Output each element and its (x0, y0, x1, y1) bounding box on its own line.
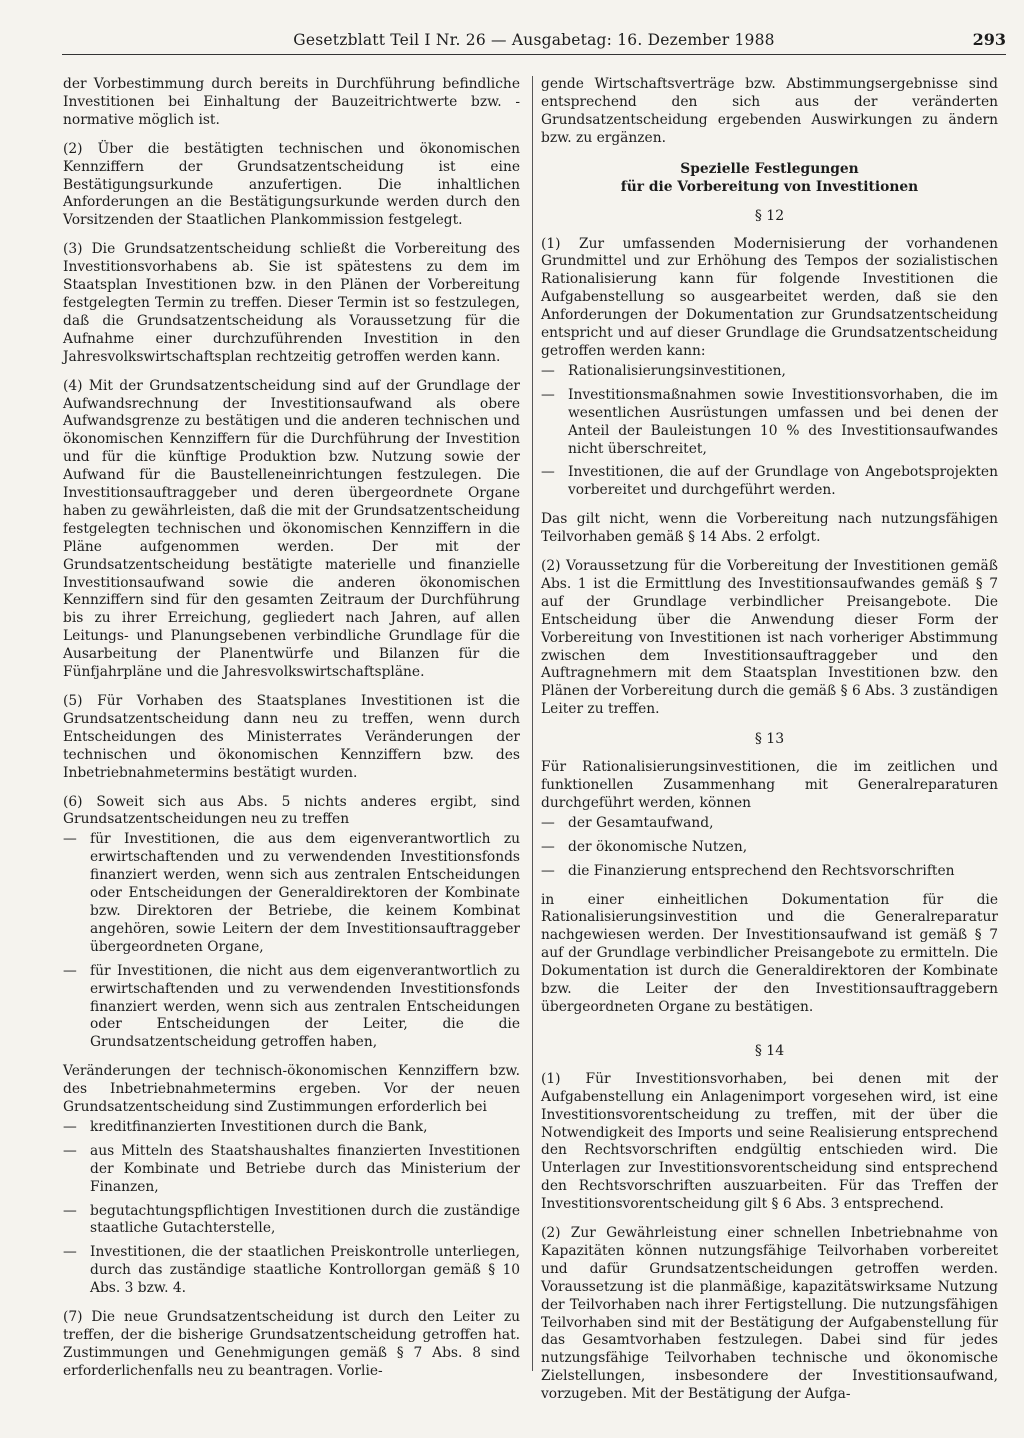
paragraph-6-list (63, 831, 520, 1052)
paragraph-4: (4) Mit der Grundsatzentscheidung sind auf der Grundlage der Aufwandsrechnung der Investitionsaufwand als obere Aufwandsgrenze zu bestätigen und die anderen technischen und ökonomischen Kennziffern für die Durchführung der Investition und für die künftige Produktion bzw. Nutzung sowie der Aufwand für die Baustelleneinrichtungen festzulegen. Die Investitionsauftraggeber und deren übergeordnete Organe haben zu gewährleisten, daß die mit der Grundsatzentscheidung festgelegten technischen und ökonomischen Kennziffern in die Pläne aufgenommen werden. Der mit der Grundsatzentscheidung bestätigte materielle und finanzielle Investitionsaufwand sowie die anderen ökonomischen Kennziffern sind für den gesamten Zeitraum der Durchführung bis zu ihrer Erreichung, gegliedert nach Jahren, auf allen Leitungs- und Planungsebenen verbindliche Grundlage für die Ausarbeitung der Planentwürfe und Bilanzen für die Fünfjahrpläne und die Jahresvolkswirtschaftspläne. (63, 377, 520, 681)
column-divider (532, 76, 533, 1371)
paragraph-6: (6) Soweit sich aus Abs. 5 nichts anderes ergibt, sind Grundsatzentscheidungen neu zu treffen (63, 793, 520, 828)
right-column (541, 76, 998, 1415)
right-intro-paragraph: gende Wirtschaftsverträge bzw. Abstimmungsergebnisse sind entsprechend den sich aus der veränderten Grundsatzentscheidung ergebenden Auswirkungen zu ändern bzw. zu ergänzen. (541, 76, 998, 146)
section-12-title: § 12 (754, 207, 785, 224)
page-header (62, 30, 1006, 55)
section-12-list (541, 363, 998, 500)
section-heading-line-2: für die Vorbereitung von Investitionen (620, 178, 919, 195)
list-item: — aus Mitteln des Staatshaushaltes finanzierten Investitionen der Kombinate und Betriebe durch das Ministerium der Finanzen, (63, 1143, 520, 1197)
header-title: Gesetzblatt Teil I Nr. 26 — Ausgabetag: 16. Dezember 1988 (293, 31, 775, 49)
section-heading-line-1: Spezielle Festlegungen (680, 160, 859, 177)
list-item: — Investitionen, die auf der Grundlage von Angebotsprojekten vorbereitet und durchgeführt werden. (541, 464, 998, 500)
section-13-title: § 13 (754, 731, 785, 748)
section-14-title: § 14 (754, 1042, 785, 1059)
paragraph-6-continuation: Veränderungen der technisch-ökonomischen Kennziffern bzw. des Inbetriebnahmetermins ergeben. Vor der neuen Grundsatzentscheidung sind Zustimmungen erforderlich bei (63, 1063, 520, 1116)
paragraph-2: (2) Über die bestätigten technischen und ökonomischen Kennziffern der Grundsatzentscheidung ist eine Bestätigungsurkunde anzufertigen. Die inhaltlichen Anforderungen an die Bestätigungsurkunde werden durch den Vorsitzenden der Staatlichen Plankommission festgelegt. (63, 140, 520, 229)
list-item: — der ökonomische Nutzen, (541, 839, 998, 857)
list-item: — Rationalisierungsinvestitionen, (541, 363, 998, 381)
section-12-paragraph-2: (2) Voraussetzung für die Vorbereitung der Investitionen gemäß Abs. 1 ist die Ermittlung des Investitionsaufwandes gemäß § 7 auf der Grundlage verbindlicher Preisangebote. Die Entscheidung über die Anwendung dieser Form der Vorbereitung von Investitionen ist nach vorheriger Abstimmung zwischen dem Investitionsauftraggeber und den Auftragnehmern mit dem Staatsplan Investitionen bzw. den Plänen der Vorbereitung durch die gemäß § 6 Abs. 3 zuständigen Leiter zu treffen. (541, 558, 998, 718)
section-heading (541, 160, 998, 196)
list-item: — der Gesamtaufwand, (541, 815, 998, 833)
list-item: — die Finanzierung entsprechend den Rechtsvorschriften (541, 863, 998, 881)
list-item: — kreditfinanzierten Investitionen durch die Bank, (63, 1119, 520, 1137)
list-item: — Investitionen, die der staatlichen Preiskontrolle unterliegen, durch das zuständige staatliche Kontrollorgan gemäß § 10 Abs. 3 bzw. 4. (63, 1244, 520, 1298)
section-13-continuation: in einer einheitlichen Dokumentation für die Rationalisierungsinvestition und die Generalreparatur nachgewiesen werden. Der Investitionsaufwand ist gemäß § 7 auf der Grundlage verbindlicher Preisangebote zu ermitteln. Die Dokumentation ist durch die Generaldirektoren der Kombinate bzw. die Leiter der den Investitionsauftraggebern übergeordneten Organe zu bestätigen. (541, 891, 998, 1015)
paragraph-7: (7) Die neue Grundsatzentscheidung ist durch den Leiter zu treffen, der die bisherige Grundsatzentscheidung getroffen hat. Zustimmungen und Genehmigungen gemäß § 7 Abs. 8 sind erforderlichenfalls neu zu beantragen. Vorlie- (63, 1309, 520, 1379)
section-13-list (541, 815, 998, 881)
section-14-paragraph-1: (1) Für Investitionsvorhaben, bei denen mit der Aufgabenstellung ein Anlagenimport vorgesehen wird, ist eine Investitionsvorentscheidung zu treffen, mit der über die Notwendigkeit des Imports und seine Realisierung entsprechend den Rechtsvorschriften endgültig entschieden wird. Die Unterlagen zur Investitionsvorentscheidung sind entsprechend den Rechtsvorschriften auszuarbeiten. Für das Treffen der Investitionsvorentscheidung gilt § 6 Abs. 3 entsprechend. (541, 1070, 998, 1213)
page-number: 293 (972, 30, 1006, 49)
paragraph-5: (5) Für Vorhaben des Staatsplanes Investitionen ist die Grundsatzentscheidung dann neu zu treffen, wenn durch Entscheidungen des Ministerrates Veränderungen der technischen und ökonomischen Kennziffern bzw. des Inbetriebnahmetermins bestätigt wurden. (63, 693, 520, 781)
section-12-paragraph-1-continuation: Das gilt nicht, wenn die Vorbereitung nach nutzungsfähigen Teilvorhaben gemäß § 14 Abs. 2 erfolgt. (541, 511, 998, 546)
left-intro-paragraph: der Vorbestimmung durch bereits in Durchführung befindliche Investitionen bei Einhaltung der Bauzeitrichtwerte bzw. -normative möglich ist. (63, 76, 520, 128)
list-item: — begutachtungspflichtigen Investitionen durch die zuständige staatliche Gutachterstelle, (63, 1203, 520, 1239)
list-item: — Investitionsmaßnahmen sowie Investitionsvorhaben, die im wesentlichen Ausrüstungen umfassen und bei denen der Anteil der Bauleistungen 10 % des Investitionsaufwandes nicht überschreitet, (541, 387, 998, 459)
list-item: — für Investitionen, die aus dem eigenverantwortlich zu erwirtschaftenden und zu verwendenden Investitionsfonds finanziert werden, wenn sich aus zentralen Entscheidungen oder Entscheidungen der Generaldirektoren der Kombinate bzw. Direktoren der Betriebe, die keinem Kombinat angehören, sowie Leitern der dem Investitionsauftraggeber übergeordneten Organe, (63, 831, 520, 956)
section-14-paragraph-2: (2) Zur Gewährleistung einer schnellen Inbetriebnahme von Kapazitäten können nutzungsfähige Teilvorhaben vorbereitet und dafür Grundsatzentscheidungen getroffen werden. Voraussetzung ist die planmäßige, kapazitätswirksame Nutzung der Teilvorhaben nach ihrer Fertigstellung. Die nutzungsfähigen Teilvorhaben sind mit der Bestätigung der Aufgabenstellung für das Gesamtvorhaben festzulegen. Dabei sind für jedes nutzungsfähige Teilvorhaben technische und ökonomische Zielstellungen, insbesondere der Investitionsaufwand, vorzugeben. Mit der Bestätigung der Aufga- (541, 1225, 998, 1403)
section-13-paragraph: Für Rationalisierungsinvestitionen, die im zeitlichen und funktionellen Zusammenhang mit Generalreparaturen durchgeführt werden, können (541, 759, 998, 811)
section-12-paragraph-1: (1) Zur umfassenden Modernisierung der vorhandenen Grundmittel und zur Erhöhung des Tempos der sozialistischen Rationalisierung kann für folgende Investitionen die Aufgabenstellung so ausgearbeitet werden, daß sie den Anforderungen der Dokumentation zur Grundsatzentscheidung entspricht und auf dieser Grundlage die Grundsatzentscheidung getroffen werden kann: (541, 235, 998, 359)
list-item: — für Investitionen, die nicht aus dem eigenverantwortlich zu erwirtschaftenden und zu verwendenden Investitionsfonds finanziert werden, wenn sich aus zentralen Entscheidungen oder Entscheidungen der Leiter, die die Grundsatzentscheidung getroffen haben, (63, 963, 520, 1053)
left-column (63, 76, 520, 1392)
paragraph-3: (3) Die Grundsatzentscheidung schließt die Vorbereitung des Investitionsvorhabens ab. Sie ist spätestens zu dem im Staatsplan Investitionen bzw. in den Plänen der Vorbereitung festgelegten Termin zu treffen. Dieser Termin ist so festzulegen, daß die Grundsatzentscheidung als Voraussetzung für die Aufnahme einer durchzuführenden Investition in den Jahresvolkswirtschaftsplan rechtzeitig getroffen werden kann. (63, 241, 520, 365)
paragraph-6-consent-list (63, 1119, 520, 1298)
